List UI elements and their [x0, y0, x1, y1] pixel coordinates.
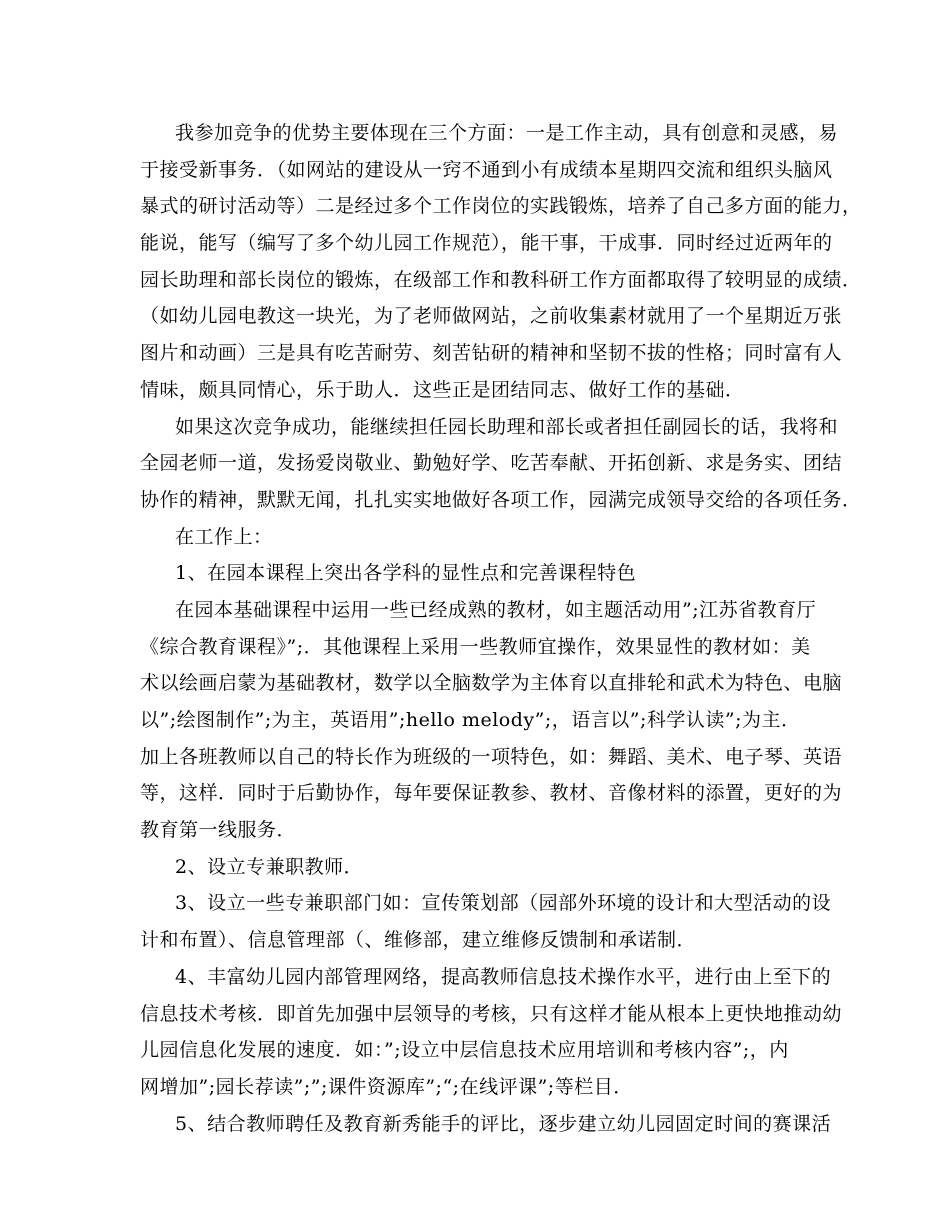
list-item-heading: 1、在园本课程上突出各学科的显性点和完善课程特色 [175, 562, 637, 585]
list-item: 4、丰富幼儿园内部管理网络，提高教师信息技术操作水平，进行由上至下的 [175, 965, 832, 988]
paragraph-line: 情味，颇具同情心，乐于助人．这些正是团结同志、做好工作的基础． [140, 378, 745, 401]
paragraph-line: 加上各班教师以自己的特长作为班级的一项特色，如：舞蹈、美术、电子琴、英语 [140, 745, 843, 768]
paragraph-line: 术以绘画启蒙为基础教材，数学以全脑数学为主体育以直排轮和武术为特色、电脑 [140, 672, 843, 695]
paragraph-line: 儿园信息化发展的速度．如：”;设立中层信息技术应用培训和考核内容”;，内 [140, 1039, 789, 1062]
paragraph-line: 教育第一线服务． [140, 819, 297, 842]
paragraph-line: 于接受新事务．（如网站的建设从一窍不通到小有成绩本星期四交流和组织头脑风 [140, 158, 833, 181]
paragraph-line: 网增加”;园长荐读”;”;课件资源库”;“;在线评课”;等栏目． [140, 1075, 633, 1098]
section-heading: 在工作上： [175, 525, 273, 548]
paragraph-line: 信息技术考核．即首先加强中层领导的考核，只有这样才能从根本上更快地推动幼 [140, 1002, 843, 1025]
document-body [140, 115, 862, 1142]
paragraph-line: 如果这次竞争成功，能继续担任园长助理和部长或者担任副园长的话，我将和 [175, 415, 839, 438]
paragraph-line: 图片和动画）三是具有吃苦耐劳、刻苦钻研的精神和坚韧不拔的性格；同时富有人 [140, 342, 843, 365]
list-item: 2、设立专兼职教师． [175, 855, 364, 878]
paragraph-line: 能说，能写（编写了多个幼儿园工作规范），能干事，干成事．同时经过近两年的 [140, 232, 833, 255]
paragraph-line: 《综合教育课程》”;．其他课程上采用一些教师宜操作，效果显性的教材如：美 [140, 635, 811, 658]
paragraph-line: 在园本基础课程中运用一些已经成熟的教材，如主题活动用”;江苏省教育厅 [175, 598, 817, 621]
paragraph-line: （如幼儿园电教这一块光，为了老师做网站，之前收集素材就用了一个星期近万张 [140, 305, 843, 328]
paragraph-line: 协作的精神，默默无闻，扎扎实实地做好各项工作，园满完成领导交给的各项任务． [140, 488, 862, 511]
paragraph-line: 我参加竞争的优势主要体现在三个方面：一是工作主动，具有创意和灵感，易 [175, 122, 839, 144]
paragraph-line: 全园老师一道，发扬爱岗敬业、勤勉好学、吃苦奉献、开拓创新、求是务实、团结 [140, 452, 843, 475]
paragraph-line: 计和布置）、信息管理部（、维修部，建立维修反馈制和承诺制． [140, 929, 697, 952]
paragraph-line: 以”;绘图制作”;为主，英语用”;hello melody”;，语言以”;科学认读”;为主． [140, 709, 801, 731]
paragraph-line: 园长助理和部长岗位的锻炼，在级部工作和教科研工作方面都取得了较明显的成绩． [140, 268, 862, 291]
paragraph-line: 暴式的研讨活动等）二是经过多个工作岗位的实践锻炼，培养了自己多方面的能力， [140, 195, 862, 218]
paragraph-line: 等，这样．同时于后勤协作，每年要保证教参、教材、音像材料的添置，更好的为 [140, 782, 843, 805]
list-item: 5、结合教师聘任及教育新秀能手的评比，逐步建立幼儿园固定时间的赛课活 [175, 1112, 832, 1135]
list-item: 3、设立一些专兼职部门如：宣传策划部（园部外环境的设计和大型活动的设 [175, 892, 832, 915]
